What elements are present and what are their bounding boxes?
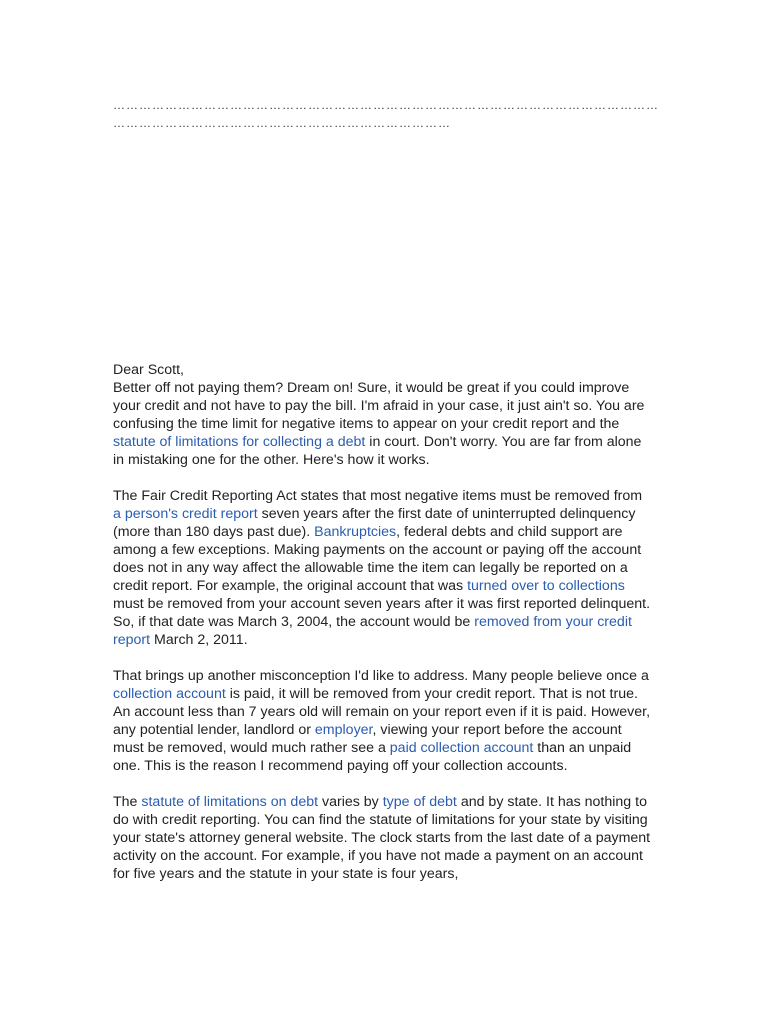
- link-bankruptcies[interactable]: Bankruptcies: [314, 524, 397, 540]
- dotted-separator-line-2: ……………………………………………………………………: [113, 116, 451, 130]
- dotted-separator-line-1: ………………………………………………………………………………………………………………: [113, 98, 659, 112]
- paragraph-2-text-e: March 2, 2011.: [150, 632, 248, 648]
- paragraph-2-text-d: must be removed from your account seven years after it was first reported delinquent. So, if that date was March 3, 2004, the account would be: [113, 596, 651, 630]
- link-turned-over-to-collections[interactable]: turned over to collections: [467, 578, 625, 594]
- paragraph-3: [113, 667, 653, 775]
- link-statute-of-limitations-on-debt[interactable]: statute of limitations on debt: [141, 794, 319, 810]
- paragraph-2-text-a: The Fair Credit Reporting Act states that most negative items must be removed from: [113, 488, 643, 504]
- link-removed-from-credit-report[interactable]: removed from your credit report: [113, 614, 632, 648]
- paragraph-3-text-a: That brings up another misconception I'd like to address. Many people believe once a: [113, 668, 649, 684]
- link-type-of-debt[interactable]: type of debt: [382, 794, 457, 810]
- letter-body: [113, 361, 653, 901]
- paragraph-2: [113, 487, 653, 649]
- link-statute-of-limitations-collecting-debt[interactable]: statute of limitations for collecting a debt: [113, 434, 366, 450]
- paragraph-1-text-a: Better off not paying them? Dream on! Sure, it would be great if you could improve your credit and not have to pay the bill. I'm afraid in your case, it just ain't so. You are confusing the time limit for negative items to appear on your credit report and the: [113, 380, 645, 432]
- paragraph-3-text-b: is paid, it will be removed from your credit report. That is not true. An account less than 7 years old will remain on your report even if it is paid. However, any potential lender, landlord or: [113, 686, 651, 738]
- paragraph-2-text-b: seven years after the first date of uninterrupted delinquency (more than 180 days past due).: [113, 506, 636, 540]
- salutation: Dear Scott,: [113, 362, 184, 378]
- paragraph-4-text-c: and by state. It has nothing to do with credit reporting. You can find the statute of limitations for your state by visiting your state's attorney general website. The clock starts from the last date of a payment activity on the account. For example, if you have not made a payment on an account for five years and the statute in your state is four years,: [113, 794, 651, 882]
- paragraph-3-text-d: than an unpaid one. This is the reason I recommend paying off your collection accounts.: [113, 740, 632, 774]
- link-persons-credit-report[interactable]: a person's credit report: [113, 506, 258, 522]
- paragraph-4-text-a: The: [113, 794, 142, 810]
- paragraph-4: [113, 793, 653, 883]
- link-collection-account[interactable]: collection account: [113, 686, 226, 702]
- link-employer[interactable]: employer: [314, 722, 373, 738]
- paragraph-1-text-b: in court. Don't worry. You are far from alone in mistaking one for the other. Here's how it works.: [113, 434, 642, 468]
- link-paid-collection-account[interactable]: paid collection account: [389, 740, 534, 756]
- paragraph-3-text-c: , viewing your report before the account must be removed, would much rather see a: [113, 722, 622, 756]
- paragraph-1: [113, 379, 653, 469]
- paragraph-4-text-b: varies by: [318, 794, 383, 810]
- paragraph-2-text-c: , federal debts and child support are among a few exceptions. Making payments on the account or paying off the account does not in any way affect the allowable time the item can legally be reported on a credit report. For example, the original account that was: [113, 524, 642, 594]
